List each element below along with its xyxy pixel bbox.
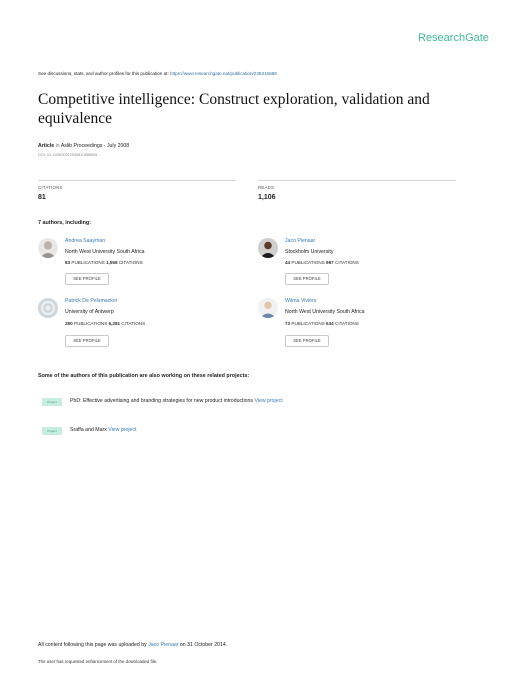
- related-projects-heading: Some of the authors of this publication are also working on these related projects:: [38, 373, 250, 379]
- see-profile-button[interactable]: SEE PROFILE: [65, 335, 109, 347]
- authors-heading: 7 authors, including:: [38, 220, 92, 226]
- publications-label: PUBLICATIONS: [291, 260, 325, 265]
- view-project-link[interactable]: View project: [254, 398, 283, 404]
- author-name[interactable]: Jaco Pienaar: [285, 238, 316, 244]
- disclaimer-text: See discussions, stats, and author profiles for this publication at:: [38, 71, 169, 76]
- divider: [38, 180, 236, 181]
- enhancement-note: The user has requested enhancement of the downloaded file.: [38, 659, 158, 664]
- reads-label: READS: [258, 185, 275, 190]
- project-item: [70, 398, 283, 404]
- author-name[interactable]: Patrick De Pelsmacker: [65, 298, 118, 304]
- view-project-link[interactable]: View project: [108, 427, 137, 433]
- publications-label: PUBLICATIONS: [291, 321, 325, 326]
- avatar[interactable]: [38, 238, 58, 258]
- reads-count: 1,106: [258, 194, 276, 201]
- disclaimer: [38, 71, 277, 76]
- author-institution: North West University South Africa: [65, 249, 145, 255]
- citations-label: CITATIONS: [335, 321, 359, 326]
- avatar[interactable]: [258, 298, 278, 318]
- see-profile-button[interactable]: SEE PROFILE: [285, 335, 329, 347]
- citations-count: 81: [38, 194, 46, 201]
- upload-notice: [38, 642, 227, 648]
- avatar[interactable]: [258, 238, 278, 258]
- author-name[interactable]: Wilma Viviers: [285, 298, 317, 304]
- publication-type: Article: [38, 143, 55, 149]
- author-stats: [65, 321, 145, 326]
- citations-label: CITATIONS: [38, 185, 63, 190]
- meta-in: in: [55, 143, 60, 149]
- publications-count: 44: [285, 260, 291, 265]
- project-icon: Project: [42, 398, 62, 406]
- citations-count: 1,558: [106, 260, 118, 265]
- author-institution: Stockholm University: [285, 249, 334, 255]
- publications-count: 73: [285, 321, 291, 326]
- publications-count: 83: [65, 260, 71, 265]
- author-name[interactable]: Andrea Saayman: [65, 238, 106, 244]
- publication-meta: [38, 143, 129, 149]
- upload-prefix: All content following this page was uploaded by: [38, 642, 147, 648]
- avatar[interactable]: [38, 298, 58, 318]
- author-stats: [285, 260, 359, 265]
- researchgate-logo[interactable]: ResearchGate: [418, 32, 489, 44]
- project-title: Sraffa and Marx: [70, 427, 107, 433]
- author-stats: [285, 321, 359, 326]
- see-profile-button[interactable]: SEE PROFILE: [285, 273, 329, 285]
- project-title: PhD: Effective advertising and branding strategies for new product introductions: [70, 398, 254, 404]
- project-icon: Project: [42, 427, 62, 435]
- publications-label: PUBLICATIONS: [73, 321, 108, 326]
- divider: [258, 180, 456, 181]
- doi: DOI: 10.1108/00012530810888005: [38, 153, 98, 157]
- citations-label: CITATIONS: [118, 260, 143, 265]
- citations-label: CITATIONS: [121, 321, 146, 326]
- publication-venue: Aslib Proceedings · July 2008: [60, 143, 130, 149]
- upload-date: on 31 October 2014.: [179, 642, 228, 648]
- citations-count: 6,281: [108, 321, 121, 326]
- uploader-link[interactable]: Jaco Pienaar: [148, 642, 179, 648]
- author-institution: University of Antwerp: [65, 309, 114, 315]
- project-item: [70, 427, 136, 433]
- citations-count: 634: [326, 321, 334, 326]
- author-institution: North West University South Africa: [285, 309, 365, 315]
- publications-count: 280: [65, 321, 73, 326]
- publication-title: Competitive intelligence: Construct exploration, validation and equivalence: [38, 91, 430, 127]
- publications-label: PUBLICATIONS: [71, 260, 105, 265]
- see-profile-button[interactable]: SEE PROFILE: [65, 273, 109, 285]
- citations-count: 987: [326, 260, 334, 265]
- author-stats: [65, 260, 143, 265]
- publication-link[interactable]: https://www.researchgate.net/publication/235316688: [170, 71, 277, 76]
- citations-label: CITATIONS: [335, 260, 359, 265]
